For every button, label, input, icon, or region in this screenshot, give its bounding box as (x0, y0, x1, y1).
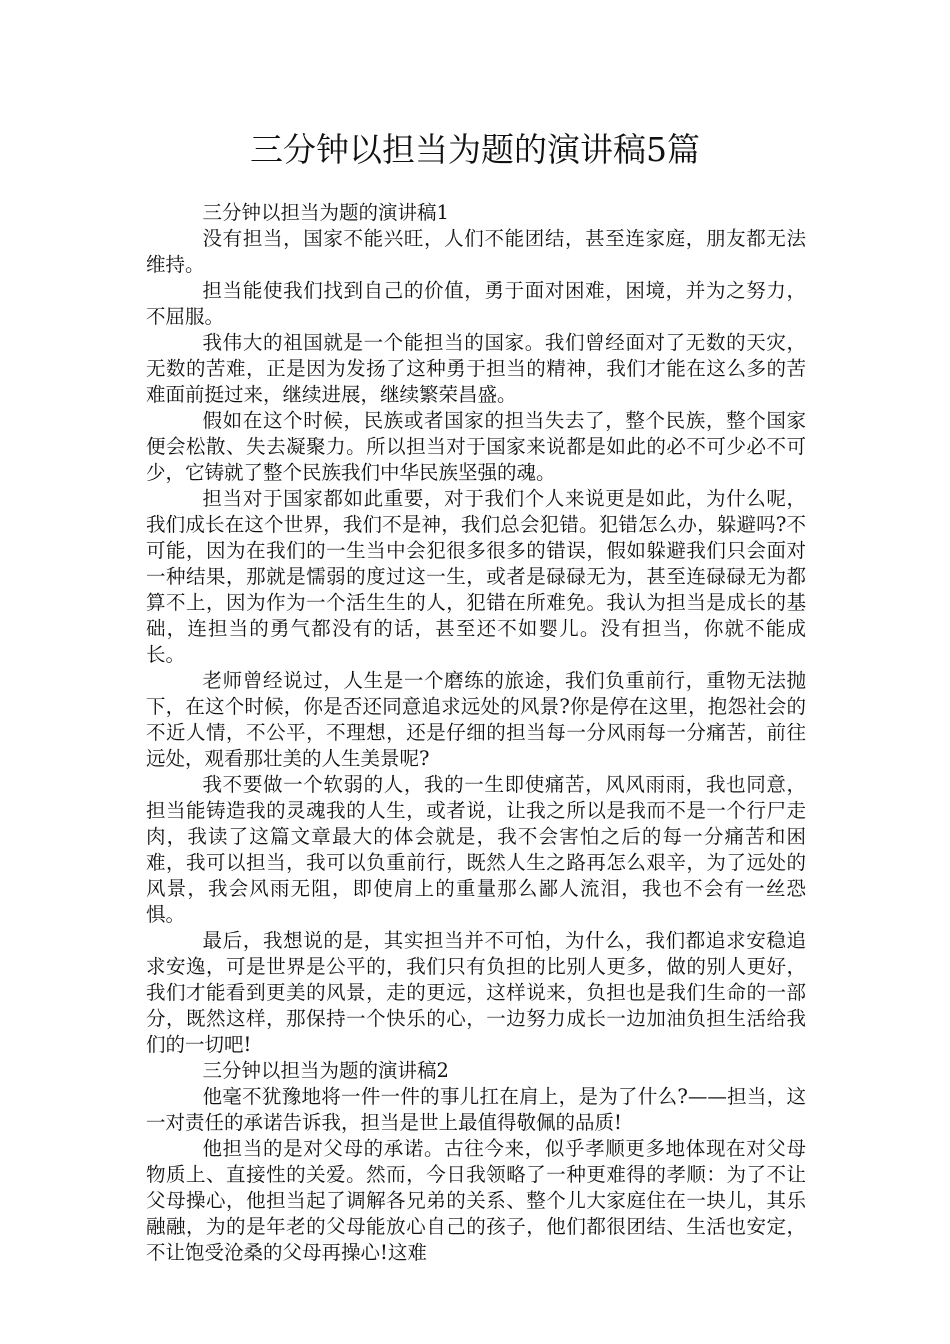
paragraph: 我伟大的祖国就是一个能担当的国家。我们曾经面对了无数的天灾，无数的苦难，正是因为发扬了这种勇于担当的精神，我们才能在这么多的苦难面前挺过来，继续进展，继续繁荣昌盛。 (146, 331, 806, 406)
paragraph: 担当对于国家都如此重要，对于我们个人来说更是如此，为什么呢，我们成长在这个世界，我们不是神，我们总会犯错。犯错怎么办，躲避吗?不可能，因为在我们的一生当中会犯很多很多的错误，假如躲避我们只会面对一种结果，那就是懦弱的度过这一生，或者是碌碌无为，甚至连碌碌无为都算不上，因为作为一个活生生的人，犯错在所难免。我认为担当是成长的基础，连担当的勇气都没有的话，甚至还不如婴儿。没有担当，你就不能成长。 (146, 487, 806, 666)
section-heading-1: 三分钟以担当为题的演讲稿1 (202, 201, 449, 224)
paragraph: 他担当的是对父母的承诺。古往今来，似乎孝顺更多地体现在对父母物质上、直接性的关爱。然而，今日我领略了一种更难得的孝顺：为了不让父母操心，他担当起了调解各兄弟的关系、整个儿大家庭住在一块儿，其乐融融，为的是年老的父母能放心自己的孩子，他们都很团结、生活也安定，不让饱受沧桑的父母再操心!这难 (146, 1137, 806, 1264)
paragraph: 假如在这个时候，民族或者国家的担当失去了，整个民族，整个国家便会松散、失去凝聚力。所以担当对于国家来说都是如此的必不可少必不可少，它铸就了整个民族我们中华民族坚强的魂。 (146, 409, 806, 484)
paragraph: 没有担当，国家不能兴旺，人们不能团结，甚至连家庭，朋友都无法维持。 (146, 227, 806, 276)
document-body (146, 200, 806, 1266)
paragraph: 老师曾经说过，人生是一个磨练的旅途，我们负重前行，重物无法抛下，在这个时候，你是否还同意追求远处的风景?你是停在这里，抱怨社会的不近人情，不公平，不理想，还是仔细的担当每一分风雨每一分痛苦，前往远处，观看那壮美的人生美景呢? (146, 669, 806, 770)
paragraph: 最后，我想说的是，其实担当并不可怕，为什么，我们都追求安稳追求安逸，可是世界是公平的，我们只有负担的比别人更多，做的别人更好，我们才能看到更美的风景，走的更远，这样说来，负担也是我们生命的一部分，既然这样，那保持一个快乐的心，一边努力成长一边加油负担生活给我们的一切吧! (146, 929, 806, 1056)
paragraph: 他毫不犹豫地将一件一件的事儿扛在肩上，是为了什么?——担当，这一对责任的承诺告诉我，担当是世上最值得敬佩的品质! (146, 1085, 806, 1134)
document-title: 三分钟以担当为题的演讲稿5篇 (250, 130, 700, 169)
section-heading-2: 三分钟以担当为题的演讲稿2 (202, 1059, 449, 1082)
paragraph: 我不要做一个软弱的人，我的一生即使痛苦，风风雨雨，我也同意，担当能铸造我的灵魂我的人生，或者说，让我之所以是我而不是一个行尸走肉，我读了这篇文章最大的体会就是，我不会害怕之后的每一分痛苦和困难，我可以担当，我可以负重前行，既然人生之路再怎么艰辛，为了远处的风景，我会风雨无阻，即使肩上的重量那么鄙人流泪，我也不会有一丝恐惧。 (146, 773, 806, 926)
paragraph: 担当能使我们找到自己的价值，勇于面对困难，困境，并为之努力，不屈服。 (146, 279, 806, 328)
